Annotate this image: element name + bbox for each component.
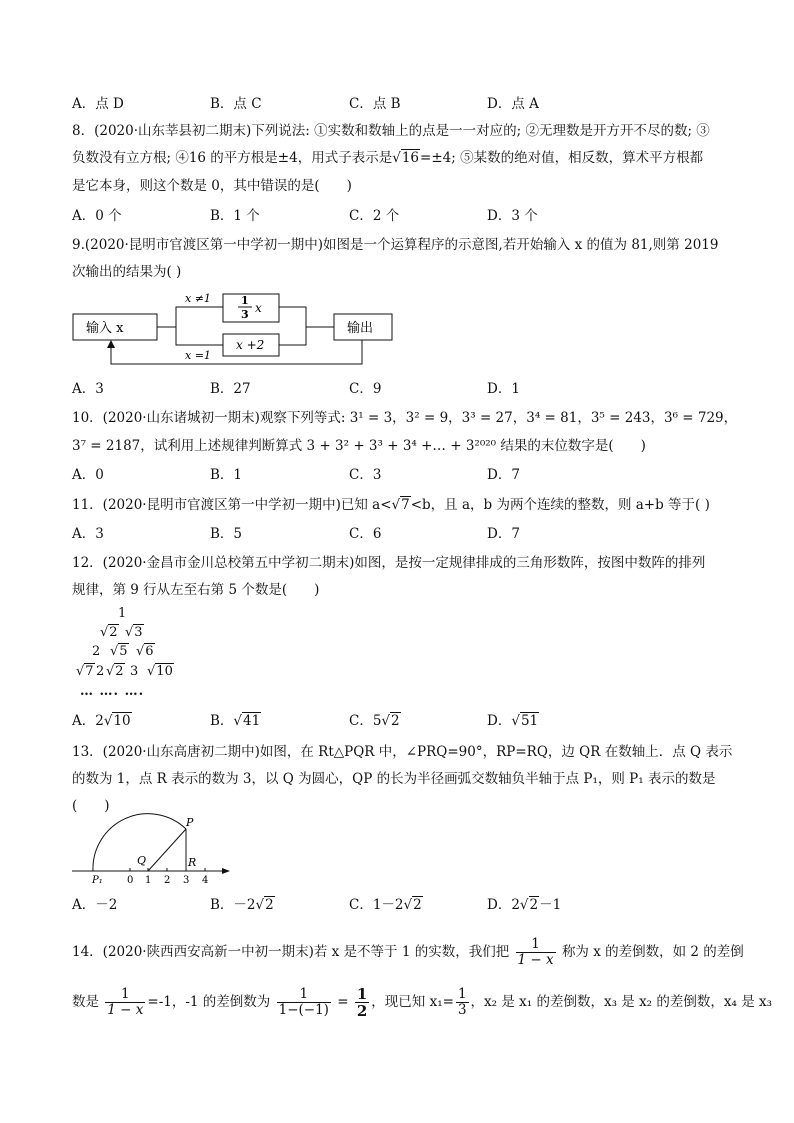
q12-option-c[interactable]: C．5√2 — [349, 713, 400, 729]
q7-option-d[interactable]: D．点 A — [487, 96, 539, 112]
triangle-dots: … …. …. — [80, 684, 145, 699]
triangle-r3a: 2 — [92, 644, 101, 659]
q12-option-a[interactable]: A．2√10 — [72, 713, 131, 729]
q11-option-d[interactable]: D．7 — [487, 526, 520, 542]
q10-line-2: 3⁷ = 2187，试利用上述规律判断算式 3 + 3² + 3³ + 3⁴ +… + 3²⁰²⁰ 结果的末位数字是( ) — [72, 438, 646, 454]
q8-line-3: 是它本身，则这个数是 0，其中错误的是( ) — [72, 178, 352, 194]
bottom-operation: x +2 — [236, 338, 265, 352]
q11-sqrt: √7 — [391, 497, 410, 513]
top-operation-var: x — [255, 301, 262, 315]
q8-line-2a: 负数没有立方根; ④16 的平方根是±4，用式子表示是 — [72, 150, 393, 166]
input-label: 输入 x — [86, 321, 124, 336]
q10-option-b[interactable]: B．1 — [210, 467, 243, 483]
q12-option-d[interactable]: D．√51 — [487, 713, 539, 729]
triangle-r4c: √2 — [106, 664, 124, 679]
fraction-denominator: 3 — [241, 308, 249, 321]
q13-option-d[interactable]: D．2√2－1 — [487, 897, 562, 913]
q9-option-d[interactable]: D．1 — [487, 381, 520, 397]
q12-option-b[interactable]: B．√41 — [210, 713, 261, 729]
tick-0: 0 — [127, 875, 134, 886]
triangle-r4d: 3 — [130, 664, 139, 679]
q9-option-a[interactable]: A．3 — [72, 381, 104, 397]
segment-qp — [148, 829, 186, 871]
q13-option-a[interactable]: A．－2 — [72, 897, 118, 913]
axis-arrowhead — [222, 868, 230, 874]
output-label: 输出 — [347, 321, 374, 336]
q9-line-2: 次输出的结果为( ) — [72, 264, 182, 280]
top-condition: x ≠1 — [185, 292, 211, 305]
q10-option-d[interactable]: D．7 — [487, 467, 520, 483]
triangle-r3b: √5 — [110, 644, 128, 659]
q9-line-1: 9.(2020·昆明市官渡区第一中学初一期中)如图是一个运算程序的示意图,若开始输入 x 的值为 81,则第 2019 — [72, 237, 719, 253]
tick-1: 1 — [145, 875, 152, 886]
q14-result: $\frac{1}{2}$ — [356, 984, 368, 1020]
label-p: P — [186, 816, 194, 829]
q8-option-a[interactable]: A．0 个 — [72, 208, 122, 224]
q13-line-1: 13．(2020·山东高唐初二期中)如图，在 Rt△PQR 中，∠PRQ=90°，RP=RQ，边 QR 在数轴上．点 Q 表示 — [72, 744, 733, 760]
q13-line-2: 的数为 1，点 R 表示的数为 3，以 Q 为圆心，QP 的长为半径画弧交数轴负半轴于点 P₁，则 P₁ 表示的数是 — [72, 771, 716, 787]
fraction-numerator: 1 — [241, 294, 249, 307]
q7-option-c[interactable]: C．点 B — [349, 96, 401, 112]
q11-option-b[interactable]: B．5 — [210, 526, 243, 542]
label-r: R — [188, 856, 197, 869]
q8-option-c[interactable]: C．2 个 — [349, 208, 400, 224]
q8-line-2b: =±4; ⑤某数的绝对值，相反数，算术平方根都 — [420, 150, 704, 166]
triangle-r1: 1 — [118, 606, 127, 621]
triangle-r4a: √7 — [76, 664, 94, 679]
q13-option-b[interactable]: B．－2√2 — [210, 897, 274, 913]
q8-line-1: 8．(2020·山东莘县初二期末)下列说法: ①实数和数轴上的点是一一对应的; ②无理数是开方开不尽的数; ③ — [72, 123, 710, 139]
q10-line-1: 10．(2020·山东诸城初一期末)观察下列等式: 3¹ = 3，3² = 9，3³ = 27，3⁴ = 81，3⁵ = 243，3⁶ = 729， — [72, 410, 738, 426]
tick-2: 2 — [164, 875, 171, 886]
q14-line-2: 数是 $\frac{1}{1 - x}$ =-1，-1 的差倒数为 $\frac{1}{1-(-1)}$ = $\frac{1}{2}$ ，现已知 x₁= $\frac{1}{3}$ ，x₂ 是 x₁ 的差倒数，x₃ 是 x₂ 的差倒数，x₄ 是 x₃ — [72, 984, 773, 1020]
q9-option-b[interactable]: B．27 — [210, 381, 251, 397]
q14-fraction-1: $\frac{1}{1 - x}$ — [517, 936, 554, 968]
q11-option-c[interactable]: C．6 — [349, 526, 382, 542]
triangle-r2a: √2 — [100, 625, 118, 640]
label-p1: P₁ — [92, 875, 103, 886]
q11-line-1a: 11．(2020·昆明市官渡区第一中学初一期中)已知 a< — [72, 497, 392, 513]
q7-option-b[interactable]: B．点 C — [210, 96, 262, 112]
q7-option-a[interactable]: A．点 D — [72, 96, 124, 112]
q14-line-1: 14．(2020·陕西西安高新一中初一期末)若 x 是不等于 1 的实数，我们把 $\frac{1}{1 - x}$ 称为 x 的差倒数，如 2 的差倒 — [72, 936, 744, 968]
q12-line-2: 规律，第 9 行从左至右第 5 个数是( ) — [72, 582, 320, 598]
label-q: Q — [137, 854, 147, 867]
triangle-r3c: √6 — [136, 644, 154, 659]
q11-option-a[interactable]: A．3 — [72, 526, 104, 542]
q8-option-d[interactable]: D．3 个 — [487, 208, 538, 224]
q11-line-1b: <b，且 a，b 为两个连续的整数，则 a+b 等于( ) — [410, 497, 710, 513]
q13-option-c[interactable]: C．1－2√2 — [349, 897, 422, 913]
bottom-condition: x =1 — [185, 349, 211, 362]
q9-option-c[interactable]: C．9 — [349, 381, 382, 397]
q8-option-b[interactable]: B．1 个 — [210, 208, 260, 224]
tick-4: 4 — [202, 875, 209, 886]
q10-option-c[interactable]: C．3 — [349, 467, 382, 483]
q8-sqrt16: √16 — [392, 150, 420, 166]
q10-option-a[interactable]: A．0 — [72, 467, 104, 483]
q12-line-1: 12．(2020·金昌市金川总校第五中学初二期末)如图，是按一定规律排成的三角形数阵，按图中数阵的排列 — [72, 555, 706, 571]
triangle-r4b: 2 — [96, 664, 105, 679]
q14-fraction-3: $\frac{1}{1-(-1)}$ — [278, 986, 329, 1018]
triangle-r4e: √10 — [147, 664, 173, 679]
q14-fraction-2: $\frac{1}{1 - x}$ — [107, 986, 144, 1018]
q13-line-3: ( ) — [72, 798, 110, 814]
triangle-r2b: √3 — [125, 625, 143, 640]
q14-x1-fraction: $\frac{1}{3}$ — [457, 986, 467, 1018]
tick-3: 3 — [183, 875, 190, 886]
